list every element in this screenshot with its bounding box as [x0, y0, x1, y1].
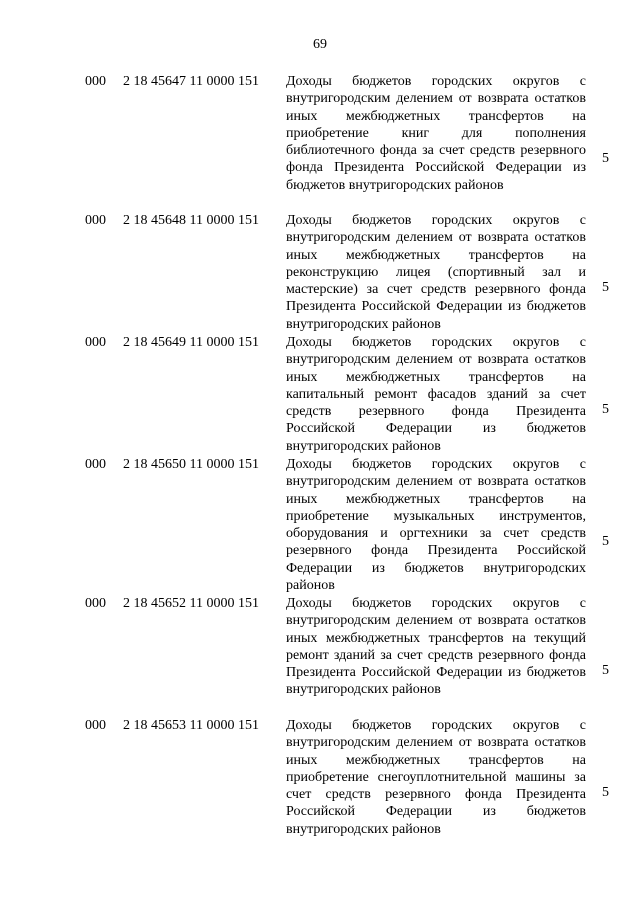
table-row [0, 212, 640, 334]
budget-classification-code: 2 18 45650 11 0000 151 [123, 457, 259, 472]
budget-classification-code: 2 18 45652 11 0000 151 [123, 596, 259, 611]
revenue-description: Доходы бюджетов городских округов с внутригородским делением от возврата остатков иных межбюджетных трансфертов на приобретение снегоуплотнительной машины за счет средств резервного фонда Президента Российской Федерации из бюджетов внутригородских районов [286, 718, 586, 837]
revenue-description: Доходы бюджетов городских округов с внутригородским делением от возврата остатков иных межбюджетных трансфертов на приобретение музыкальных инструментов, оборудования и оргтехники за счет средств резервного фонда Президента Российской Федерации из бюджетов внутригородских районов [286, 457, 586, 594]
table-row [0, 717, 640, 839]
revenue-description: Доходы бюджетов городских округов с внутригородским делением от возврата остатков иных межбюджетных трансфертов на капитальный ремонт фасадов зданий за счет средств резервного фонда Президента Российской Федерации из бюджетов внутригородских районов [286, 335, 586, 454]
page-number: 69 [313, 37, 327, 52]
table-row [0, 456, 640, 595]
revenue-description: Доходы бюджетов городских округов с внутригородским делением от возврата остатков иных межбюджетных трансфертов на реконструкцию лицея (спортивный зал и мастерские) за счет средств резервного фонда Президента Российской Федерации из бюджетов внутригородских районов [286, 213, 586, 332]
table-row [0, 595, 640, 717]
revenue-code-table [0, 73, 640, 839]
admin-code: 000 [85, 596, 106, 611]
amount-value: 5 [602, 402, 609, 417]
budget-classification-code: 2 18 45647 11 0000 151 [123, 74, 259, 89]
table-row [0, 73, 640, 212]
budget-classification-code: 2 18 45648 11 0000 151 [123, 213, 259, 228]
admin-code: 000 [85, 74, 106, 89]
revenue-description: Доходы бюджетов городских округов с внутригородским делением от возврата остатков иных межбюджетных трансфертов на приобретение книг для пополнения библиотечного фонда за счет средств резервного фонда Президента Российской Федерации из бюджетов внутригородских районов [286, 74, 586, 193]
admin-code: 000 [85, 335, 106, 350]
amount-value: 5 [602, 785, 609, 800]
amount-value: 5 [602, 280, 609, 295]
amount-value: 5 [602, 663, 609, 678]
budget-classification-code: 2 18 45649 11 0000 151 [123, 335, 259, 350]
amount-value: 5 [602, 151, 609, 166]
admin-code: 000 [85, 718, 106, 733]
budget-classification-code: 2 18 45653 11 0000 151 [123, 718, 259, 733]
amount-value: 5 [602, 534, 609, 549]
revenue-description: Доходы бюджетов городских округов с внутригородским делением от возврата остатков иных межбюджетных трансфертов на текущий ремонт зданий за счет средств резервного фонда Президента Российской Федерации из бюджетов внутригородских районов [286, 596, 586, 698]
table-row [0, 334, 640, 456]
admin-code: 000 [85, 213, 106, 228]
admin-code: 000 [85, 457, 106, 472]
